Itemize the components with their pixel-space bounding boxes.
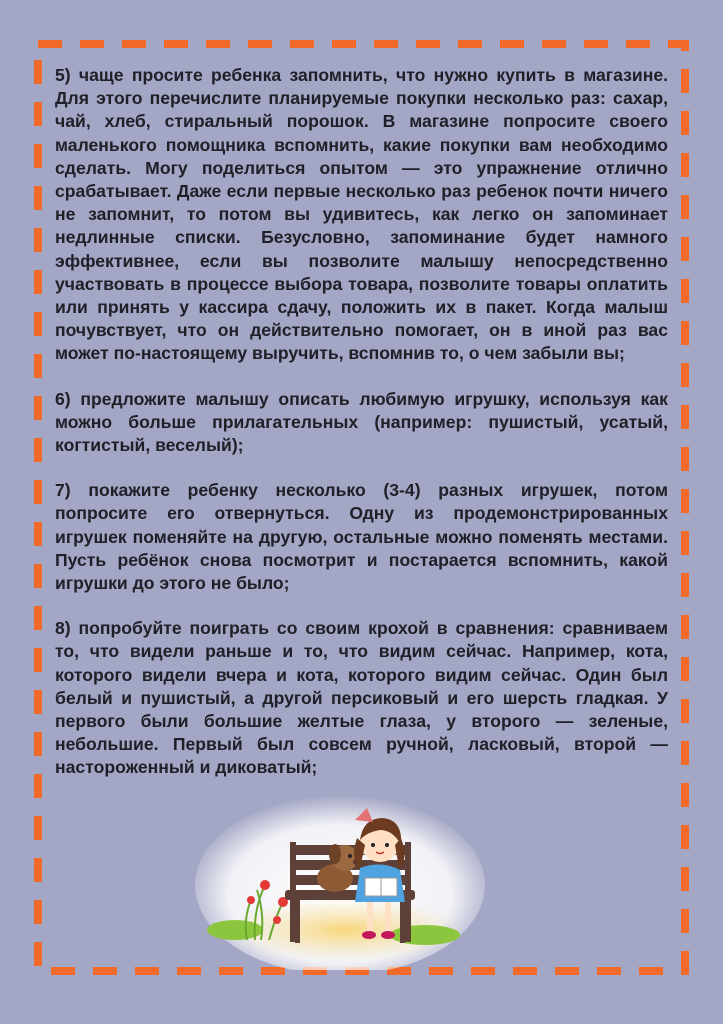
paragraph-tip-6: 6) предложите малышу описать любимую игрушку, используя как можно больше прилагательных (например: пушистый, усатый, когтистый, веселый);: [55, 388, 668, 456]
girl-reading-on-bench-with-dog-icon: [195, 790, 485, 970]
article-text: [55, 64, 668, 802]
paragraph-tip-7: 7) покажите ребенку несколько (3-4) разных игрушек, потом попросите его отвернуться. Одну из продемонстрированных игрушек поменяйте на другую, остальные можно поменять местами. Пусть ребёнок снова посмотрит и постарается вспомнить, какой игрушки до этого не было;: [55, 480, 668, 594]
paragraph-tip-8: 8) попробуйте поиграть со своим крохой в сравнения: сравниваем то, что видели раньше и то, что видим сейчас. Например, кота, которого видели вчера и кота, которого видим сейчас. Один был белый и пушистый, а другой персиковый и его шерсть гладкая. У первого были большие желтые глаза, у второго — зеленые, небольшие. Первый был совсем ручной, ласковый, второй — настороженный и диковатый;: [55, 618, 668, 778]
paragraph-tip-5: 5) чаще просите ребенка запомнить, что нужно купить в магазине. Для этого перечислите планируемые покупки несколько раз: сахар, чай, хлеб, стиральный порошок. В магазине попросите своего маленького помощника вспомнить, какие покупки вам необходимо сделать. Могу поделиться опытом — это упражнение отлично срабатывает. Даже если первые несколько раз ребенок почти ничего не запомнит, то потом вы удивитесь, как легко он запоминает недлинные списки. Безусловно, запоминание будет намного эффективнее, если вы позволите малышу непосредственно участвовать в процессе выбора товара, позволите товары оплатить или принять у кассира сдачу, положить их в пакет. Когда малыш почувствует, что он действительно помогает, он в иной раз вас может по-настоящему выручить, вспомнив то, о чем забыли вы;: [55, 65, 668, 364]
